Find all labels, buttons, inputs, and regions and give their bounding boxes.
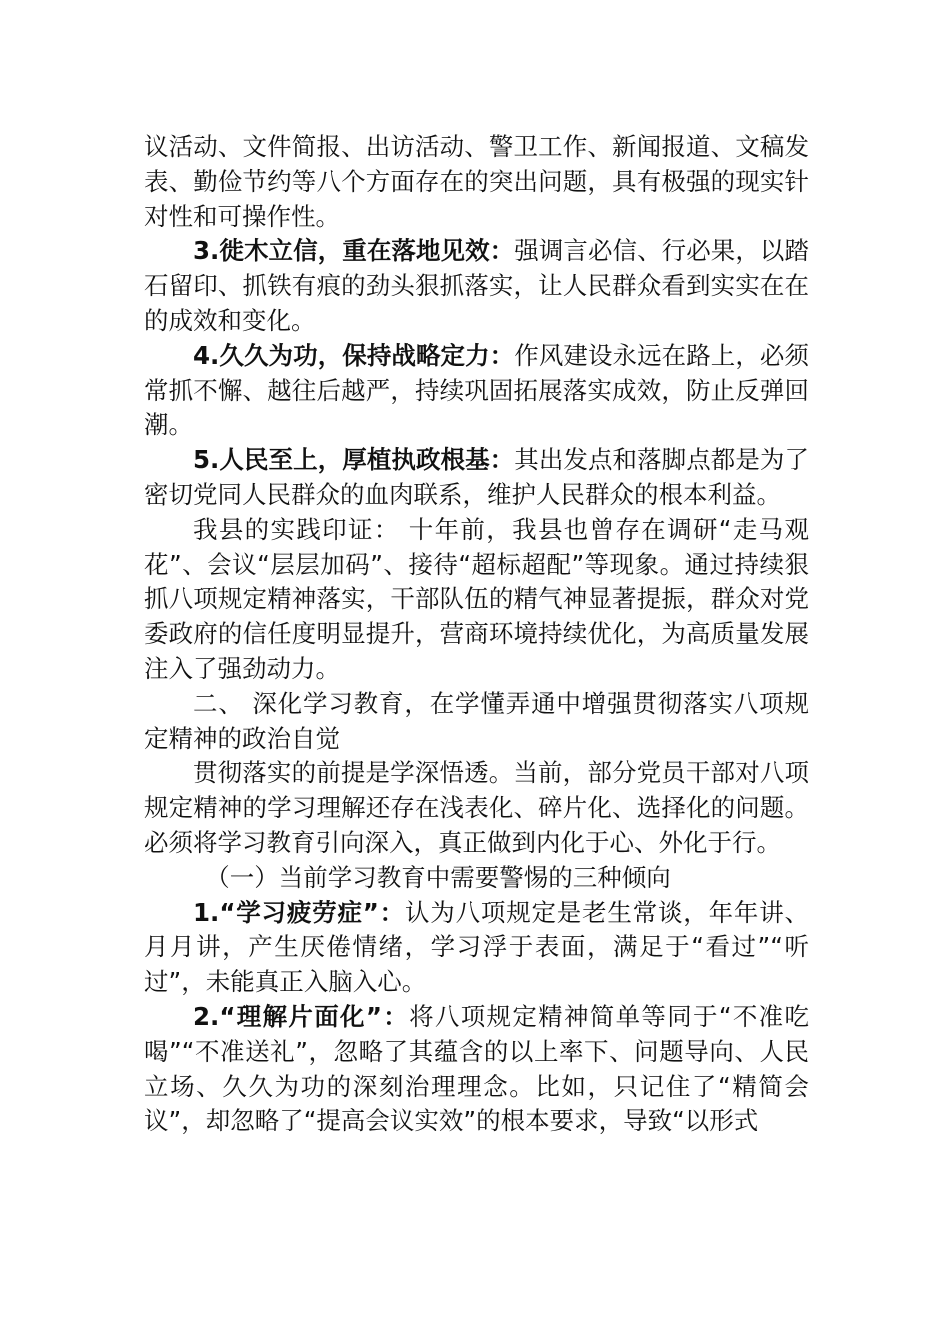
point-3-body: 强调言必信、行必果，以踏石留印、抓铁有痕的劲头狠抓落实，让人民群众看到实实在在的成效和变化。	[144, 236, 810, 335]
point-4-body: 作风建设永远在路上，必须常抓不懈、越往后越严，持续巩固拓展落实成效，防止反弹回潮。	[144, 340, 810, 440]
point-5-paragraph	[144, 443, 809, 513]
practice-paragraph: 我县的实践印证： 十年前，我县也曾存在调研“走马观花”、会议“层层加码”、接待“超标超配”等现象。通过持续狠抓八项规定精神落实，干部队伍的精气神显著提振，群众对党委政府的信任度明显提升，营商环境持续优化，为高质量发展注入了强劲动力。	[144, 514, 809, 683]
document-body	[144, 130, 809, 1139]
tendency-2-body: 将八项规定精神简单等同于“不准吃喝”“不准送礼”，忽略了其蕴含的以上率下、问题导向、人民立场、久久为功的深刻治理理念。比如，只记住了“精简会议”，却忽略了“提高会议实效”的根本要求，导致“以形式	[144, 1001, 809, 1136]
continuation-paragraph: 议活动、文件简报、出访活动、警卫工作、新闻报道、文稿发表、勤俭节约等八个方面存在的突出问题，具有极强的现实针对性和可操作性。	[144, 132, 809, 231]
tendency-2-paragraph	[144, 1000, 809, 1139]
section-2-heading: 二、 深化学习教育，在学懂弄通中增强贯彻落实八项规定精神的政治自觉	[144, 688, 809, 753]
point-4-title: 4.久久为功，保持战略定力：	[193, 340, 515, 370]
point-5-title: 5.人民至上，厚植执政根基：	[193, 445, 515, 475]
tendency-1-paragraph	[144, 896, 809, 1000]
section-2-intro: 贯彻落实的前提是学深悟透。当前，部分党员干部对八项规定精神的学习理解还存在浅表化、碎片化、选择化的问题。必须将学习教育引向深入，真正做到内化于心、外化于行。	[144, 758, 809, 857]
point-3-title: 3.徙木立信，重在落地见效：	[193, 236, 515, 266]
point-3-paragraph	[144, 234, 809, 338]
point-5-body: 其出发点和落脚点都是为了密切党同人民群众的血肉联系，维护人民群众的根本利益。	[144, 445, 810, 509]
point-4-paragraph	[144, 339, 809, 443]
tendency-1-body: 认为八项规定是老生常谈，年年讲、月月讲，产生厌倦情绪，学习浮于表面，满足于“看过”“听过”，未能真正入脑入心。	[144, 897, 810, 997]
subsection-1-heading: （一）当前学习教育中需要警惕的三种倾向	[205, 862, 671, 892]
tendency-1-title: 1.“学习疲劳症”：	[193, 897, 405, 927]
tendency-2-title: 2.“理解片面化”：	[193, 1001, 410, 1031]
